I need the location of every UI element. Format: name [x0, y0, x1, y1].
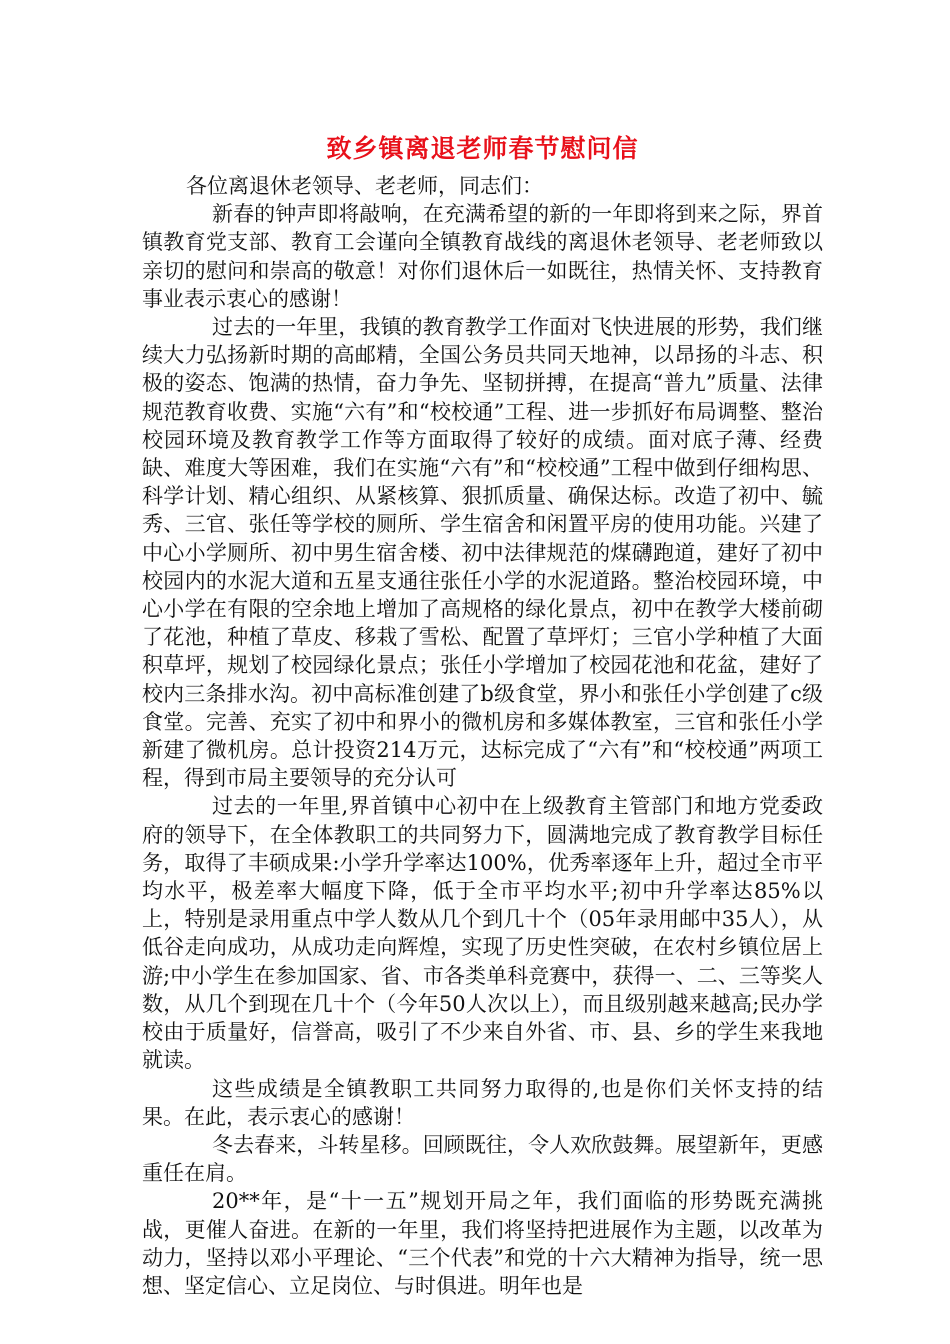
paragraph-6: 20**年，是“十一五”规划开局之年，我们面临的形势既充满挑战，更催人奋进。在新的一年里，我们将坚持把进展作为主题，以改革为动力，坚持以邓小平理论、“三个代表”和党的十六大精神为指导，统一思想、坚定信心、立足岗位、与时俱进。明年也是: [142, 1189, 823, 1298]
paragraph-1: 新春的钟声即将敲响，在充满希望的新的一年即将到来之际，界首镇教育党支部、教育工会谨向全镇教育战线的离退休老领导、老老师致以亲切的慰问和崇高的敬意！对你们退休后一如既往，热情关怀、支持教育事业表示衷心的感谢！: [142, 202, 823, 311]
paragraph-4: 这些成绩是全镇教职工共同努力取得的,也是你们关怀支持的结果。在此，表示衷心的感谢！: [142, 1076, 823, 1129]
paragraph-3: 过去的一年里,界首镇中心初中在上级教育主管部门和地方党委政府的领导下，在全体教职工的共同努力下，圆满地完成了教育教学目标任务，取得了丰硕成果:小学升学率达100%，优秀率逐年上升，超过全市平均水平，极差率大幅度下降，低于全市平均水平;初中升学率达85%以上，特别是录用重点中学人数从几个到几十个（05年录用邮中35人），从低谷走向成功，从成功走向辉煌，实现了历史性突破，在农村乡镇位居上游;中小学生在参加国家、省、市各类单科竞赛中，获得一、二、三等奖人数，从几个到现在几十个（今年50人次以上），而且级别越来越高;民办学校由于质量好，信誉高，吸引了不少来自外省、市、县、乡的学生来我地就读。: [142, 794, 823, 1073]
paragraph-5: 冬去春来，斗转星移。回顾既往，令人欢欣鼓舞。展望新年，更感重任在肩。: [142, 1132, 823, 1186]
paragraph-2: 过去的一年里，我镇的教育教学工作面对飞快进展的形势，我们继续大力弘扬新时期的高邮精，全国公务员共同天地神，以昂扬的斗志、积极的姿态、饱满的热情，奋力争先、坚韧拼搏，在提高“普九”质量、法律规范教育收费、实施“六有”和“校校通”工程、进一步抓好布局调整、整治校园环境及教育教学工作等方面取得了较好的成绩。面对底子薄、经费缺、难度大等困难，我们在实施“六有”和“校校通”工程中做到仔细构思、科学计划、精心组织、从紧核算、狠抓质量、确保达标。改造了初中、毓秀、三官、张任等学校的厕所、学生宿舍和闲置平房的使用功能。兴建了中心小学厕所、初中男生宿舍楼、初中法律规范的煤礴跑道，建好了初中校园内的水泥大道和五星支通往张任小学的水泥道路。整治校园环境，中心小学在有限的空余地上增加了高规格的绿化景点，初中在教学大楼前砌了花池，种植了草皮、移栽了雪松、配置了草坪灯；三官小学种植了大面积草坪，规划了校园绿化景点；张任小学增加了校园花池和花盆，建好了校内三条排水沟。初中高标准创建了b级食堂，界小和张任小学创建了c级食堂。完善、充实了初中和界小的微机房和多媒体教室，三官和张任小学新建了微机房。总计投资214万元，达标完成了“六有”和“校校通”两项工程，得到市局主要领导的充分认可: [142, 315, 823, 791]
salutation: 各位离退休老领导、老老师，同志们：: [186, 174, 543, 198]
letter-title: 致乡镇离退老师春节慰问信: [326, 134, 639, 163]
